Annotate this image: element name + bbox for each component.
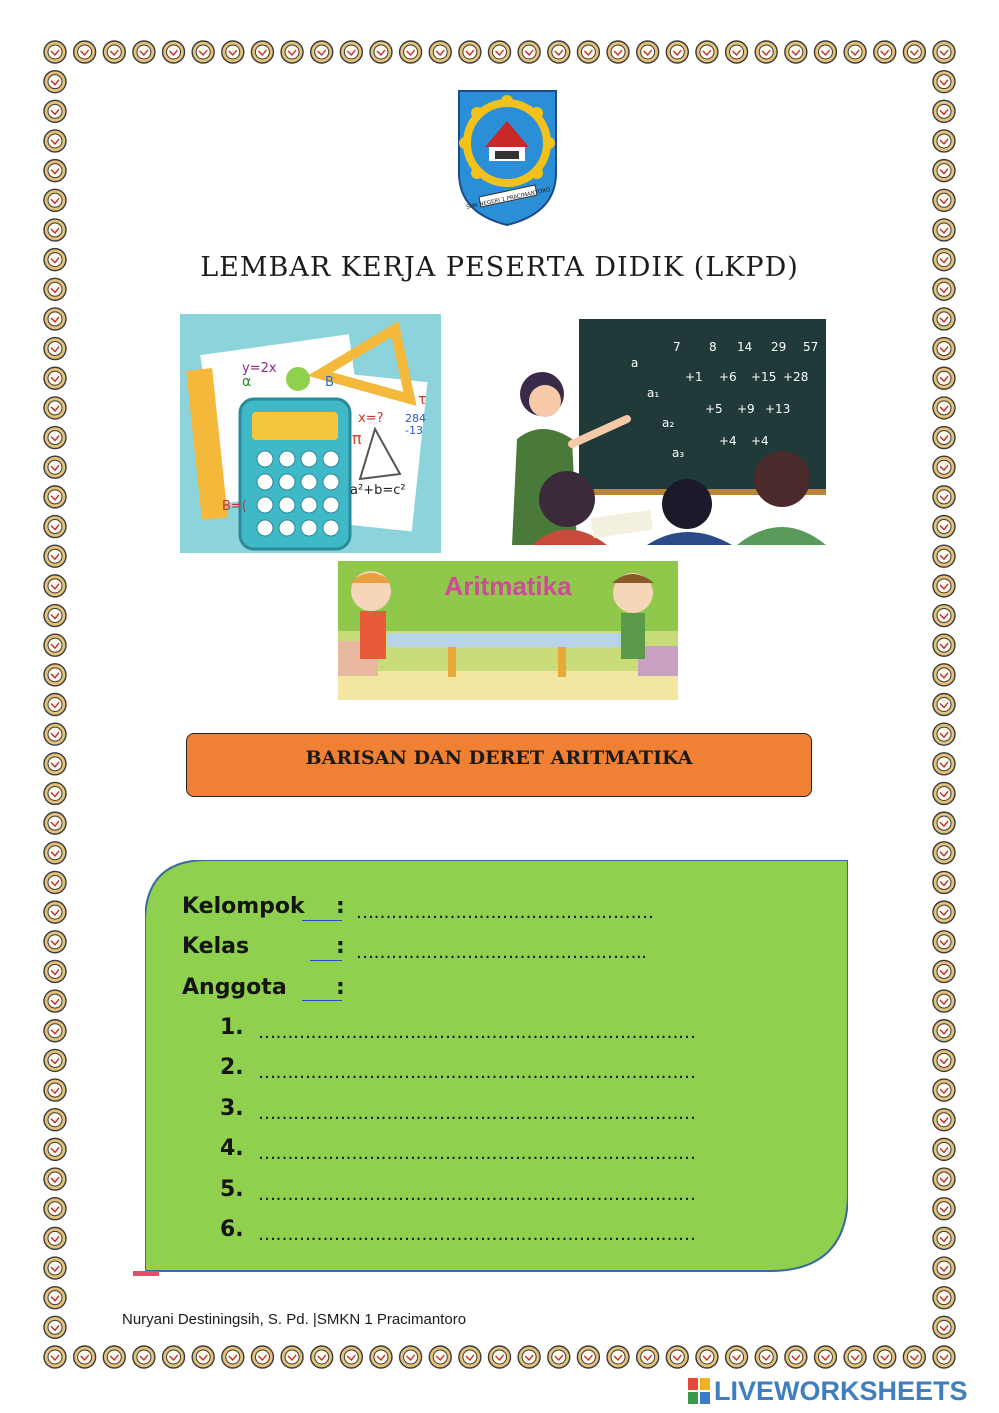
- border-clock-ornament: [933, 634, 955, 656]
- border-clock-ornament: [933, 842, 955, 864]
- border-clock-ornament: [251, 1346, 273, 1368]
- board-text-18: +4: [751, 434, 769, 448]
- border-clock-ornament: [74, 1346, 96, 1368]
- calc-text-6: 284: [405, 412, 426, 425]
- members-colon: :: [336, 975, 345, 1000]
- border-clock-ornament: [44, 1168, 66, 1190]
- border-clock-ornament: [370, 41, 392, 63]
- board-text-7: 14: [737, 340, 753, 354]
- border-clock-ornament: [281, 1346, 303, 1368]
- border-clock-ornament: [933, 960, 955, 982]
- border-clock-ornament: [933, 723, 955, 745]
- border-clock-ornament: [400, 1346, 422, 1368]
- members-underline: [302, 1000, 342, 1001]
- border-clock-ornament: [44, 71, 66, 93]
- border-clock-ornament: [933, 901, 955, 923]
- border-clock-ornament: [548, 41, 570, 63]
- calc-text-9: a²+b=c²: [350, 483, 406, 498]
- border-clock-ornament: [370, 1346, 392, 1368]
- border-clock-ornament: [696, 1346, 718, 1368]
- class-label: Kelas: [182, 934, 250, 959]
- member-number-4: 4.: [220, 1136, 244, 1161]
- border-clock-ornament: [163, 1346, 185, 1368]
- board-text-5: 7: [673, 340, 681, 354]
- border-clock-ornament: [44, 664, 66, 686]
- calc-text-5: x=?: [358, 411, 384, 426]
- border-clock-ornament: [933, 219, 955, 241]
- border-clock-ornament: [44, 456, 66, 478]
- border-clock-ornament: [44, 189, 66, 211]
- border-clock-ornament: [933, 41, 955, 63]
- border-clock-ornament: [933, 427, 955, 449]
- border-clock-ornament: [607, 1346, 629, 1368]
- board-text-16: +13: [765, 402, 791, 416]
- border-clock-ornament: [44, 634, 66, 656]
- border-clock-ornament: [814, 41, 836, 63]
- border-clock-ornament: [933, 189, 955, 211]
- border-clock-ornament: [933, 100, 955, 122]
- border-clock-ornament: [44, 41, 66, 63]
- border-clock-ornament: [933, 160, 955, 182]
- border-clock-ornament: [340, 1346, 362, 1368]
- border-clock-ornament: [577, 41, 599, 63]
- border-clock-ornament: [933, 1168, 955, 1190]
- member-field-5[interactable]: …………………………………………………………………: [258, 1184, 696, 1205]
- member-number-1: 1.: [220, 1015, 244, 1040]
- class-colon: :: [336, 934, 345, 959]
- border-clock-ornament: [44, 723, 66, 745]
- topic-heading-box: BARISAN DAN DERET ARITMATIKA: [186, 733, 812, 797]
- border-clock-ornament: [44, 219, 66, 241]
- border-clock-ornament: [44, 160, 66, 182]
- border-clock-ornament: [489, 41, 511, 63]
- border-clock-ornament: [429, 1346, 451, 1368]
- border-clock-ornament: [577, 1346, 599, 1368]
- border-clock-ornament: [400, 41, 422, 63]
- border-clock-ornament: [933, 71, 955, 93]
- border-clock-ornament: [933, 516, 955, 538]
- page-title: LEMBAR KERJA PESERTA DIDIK (LKPD): [200, 252, 799, 283]
- border-clock-ornament: [44, 812, 66, 834]
- calculator-illustration: [180, 314, 441, 553]
- border-clock-ornament: [222, 1346, 244, 1368]
- border-clock-ornament: [903, 41, 925, 63]
- border-clock-ornament: [637, 41, 659, 63]
- group-label: Kelompok: [182, 894, 305, 919]
- calc-text-4: π: [352, 429, 362, 448]
- border-clock-ornament: [933, 812, 955, 834]
- members-label: Anggota: [182, 975, 287, 1000]
- board-text-15: +9: [737, 402, 755, 416]
- border-clock-ornament: [459, 41, 481, 63]
- border-clock-ornament: [163, 41, 185, 63]
- border-clock-ornament: [637, 1346, 659, 1368]
- member-field-2[interactable]: …………………………………………………………………: [258, 1062, 696, 1083]
- banner-title: Aritmatika: [444, 571, 572, 601]
- border-clock-ornament: [933, 1287, 955, 1309]
- member-field-1[interactable]: …………………………………………………………………: [258, 1022, 696, 1043]
- member-field-6[interactable]: …………………………………………………………………: [258, 1224, 696, 1245]
- border-clock-ornament: [44, 1198, 66, 1220]
- board-text-3: a₂: [662, 416, 675, 430]
- border-clock-ornament: [44, 397, 66, 419]
- border-clock-ornament: [44, 605, 66, 627]
- calc-text-7: -13: [405, 424, 423, 437]
- border-clock-ornament: [133, 41, 155, 63]
- border-clock-ornament: [44, 1079, 66, 1101]
- group-underline: [302, 920, 342, 921]
- border-clock-ornament: [44, 1257, 66, 1279]
- board-text-11: +6: [719, 370, 737, 384]
- border-clock-ornament: [44, 367, 66, 389]
- border-clock-ornament: [933, 130, 955, 152]
- border-clock-ornament: [340, 41, 362, 63]
- border-clock-ornament: [933, 1138, 955, 1160]
- border-clock-ornament: [44, 1346, 66, 1368]
- border-clock-ornament: [933, 753, 955, 775]
- border-clock-ornament: [518, 1346, 540, 1368]
- border-clock-ornament: [785, 41, 807, 63]
- border-clock-ornament: [933, 871, 955, 893]
- border-clock-ornament: [429, 41, 451, 63]
- board-text-14: +5: [705, 402, 723, 416]
- border-clock-ornament: [44, 931, 66, 953]
- border-clock-ornament: [459, 1346, 481, 1368]
- border-clock-ornament: [814, 1346, 836, 1368]
- border-clock-ornament: [44, 516, 66, 538]
- border-clock-ornament: [103, 41, 125, 63]
- border-clock-ornament: [607, 41, 629, 63]
- border-clock-ornament: [281, 41, 303, 63]
- border-clock-ornament: [44, 782, 66, 804]
- border-clock-ornament: [44, 486, 66, 508]
- member-number-3: 3.: [220, 1096, 244, 1121]
- border-clock-ornament: [251, 41, 273, 63]
- border-clock-ornament: [933, 1049, 955, 1071]
- board-text-8: 29: [771, 340, 787, 354]
- border-clock-ornament: [844, 41, 866, 63]
- teacher-blackboard-illustration: [497, 319, 826, 545]
- border-clock-ornament: [933, 1020, 955, 1042]
- border-clock-ornament: [933, 575, 955, 597]
- board-text-10: +1: [685, 370, 703, 384]
- border-clock-ornament: [755, 41, 777, 63]
- border-clock-ornament: [785, 1346, 807, 1368]
- border-clock-ornament: [933, 397, 955, 419]
- border-clock-ornament: [44, 308, 66, 330]
- border-clock-ornament: [44, 901, 66, 923]
- border-clock-ornament: [192, 41, 214, 63]
- border-clock-ornament: [666, 41, 688, 63]
- board-text-17: +4: [719, 434, 737, 448]
- liveworksheets-brand[interactable]: [688, 1376, 968, 1406]
- group-field[interactable]: ……………………………………………: [356, 902, 654, 923]
- board-text-1: a: [631, 356, 639, 370]
- border-clock-ornament: [933, 456, 955, 478]
- border-clock-ornament: [874, 41, 896, 63]
- border-clock-ornament: [933, 308, 955, 330]
- calc-text-2: α: [242, 374, 252, 390]
- border-clock-ornament: [44, 100, 66, 122]
- border-clock-ornament: [933, 1316, 955, 1338]
- border-clock-ornament: [933, 367, 955, 389]
- crest-caption: SMK NEGERI 1 PRACIMANTORO: [465, 187, 552, 211]
- member-number-5: 5.: [220, 1177, 244, 1202]
- aritmatika-banner-illustration: [338, 561, 678, 700]
- border-clock-ornament: [933, 1079, 955, 1101]
- border-clock-ornament: [933, 486, 955, 508]
- board-text-2: a₁: [647, 386, 660, 400]
- border-clock-ornament: [44, 1138, 66, 1160]
- border-clock-ornament: [44, 1049, 66, 1071]
- border-clock-ornament: [933, 782, 955, 804]
- border-clock-ornament: [222, 41, 244, 63]
- border-clock-ornament: [44, 842, 66, 864]
- border-clock-ornament: [933, 605, 955, 627]
- calc-text-3: B: [325, 375, 334, 390]
- group-colon: :: [336, 894, 345, 919]
- border-clock-ornament: [874, 1346, 896, 1368]
- border-clock-ornament: [74, 41, 96, 63]
- page-footer: Nuryani Destiningsih, S. Pd. |SMKN 1 Pracimantoro: [122, 1311, 467, 1328]
- member-number-2: 2.: [220, 1055, 244, 1080]
- border-clock-ornament: [726, 41, 748, 63]
- border-clock-ornament: [726, 1346, 748, 1368]
- brand-name: LIVEWORKSHEETS: [714, 1375, 968, 1406]
- border-clock-ornament: [518, 41, 540, 63]
- board-text-13: +28: [783, 370, 809, 384]
- border-clock-ornament: [44, 694, 66, 716]
- border-clock-ornament: [933, 931, 955, 953]
- panel-bottom-accent: [133, 1271, 159, 1276]
- border-clock-ornament: [133, 1346, 155, 1368]
- school-crest-logo: [449, 85, 566, 228]
- border-clock-ornament: [903, 1346, 925, 1368]
- border-clock-ornament: [44, 1109, 66, 1131]
- border-clock-ornament: [933, 694, 955, 716]
- border-clock-ornament: [44, 960, 66, 982]
- calc-text-10: τ: [418, 392, 427, 408]
- border-clock-ornament: [44, 427, 66, 449]
- border-clock-ornament: [311, 1346, 333, 1368]
- border-clock-ornament: [44, 338, 66, 360]
- border-clock-ornament: [933, 1109, 955, 1131]
- border-clock-ornament: [933, 664, 955, 686]
- member-number-6: 6.: [220, 1217, 244, 1242]
- border-clock-ornament: [44, 871, 66, 893]
- border-clock-ornament: [696, 41, 718, 63]
- border-clock-ornament: [844, 1346, 866, 1368]
- border-clock-ornament: [933, 545, 955, 567]
- border-clock-ornament: [933, 1346, 955, 1368]
- member-field-3[interactable]: …………………………………………………………………: [258, 1103, 696, 1124]
- border-clock-ornament: [44, 1316, 66, 1338]
- border-clock-ornament: [755, 1346, 777, 1368]
- board-text-12: +15: [751, 370, 777, 384]
- class-field[interactable]: …………………………………………..: [356, 942, 647, 963]
- board-text-6: 8: [709, 340, 717, 354]
- board-text-9: 57: [803, 340, 819, 354]
- border-clock-ornament: [311, 41, 333, 63]
- border-clock-ornament: [44, 1227, 66, 1249]
- border-clock-ornament: [666, 1346, 688, 1368]
- member-field-4[interactable]: …………………………………………………………………: [258, 1143, 696, 1164]
- border-clock-ornament: [489, 1346, 511, 1368]
- border-clock-ornament: [44, 575, 66, 597]
- border-clock-ornament: [548, 1346, 570, 1368]
- border-clock-ornament: [44, 990, 66, 1012]
- border-clock-ornament: [933, 990, 955, 1012]
- class-underline: [310, 960, 342, 961]
- border-clock-ornament: [933, 1227, 955, 1249]
- border-clock-ornament: [44, 753, 66, 775]
- border-clock-ornament: [933, 1198, 955, 1220]
- border-clock-ornament: [44, 130, 66, 152]
- calc-text-8: B=(: [222, 499, 247, 514]
- border-clock-ornament: [933, 338, 955, 360]
- border-clock-ornament: [44, 545, 66, 567]
- liveworksheets-logo-icon: [688, 1378, 710, 1404]
- calc-text-1: y=2x: [242, 361, 277, 376]
- border-clock-ornament: [44, 1020, 66, 1042]
- border-clock-ornament: [44, 1287, 66, 1309]
- border-clock-ornament: [933, 1257, 955, 1279]
- border-clock-ornament: [103, 1346, 125, 1368]
- board-text-4: a₃: [672, 446, 685, 460]
- border-clock-ornament: [192, 1346, 214, 1368]
